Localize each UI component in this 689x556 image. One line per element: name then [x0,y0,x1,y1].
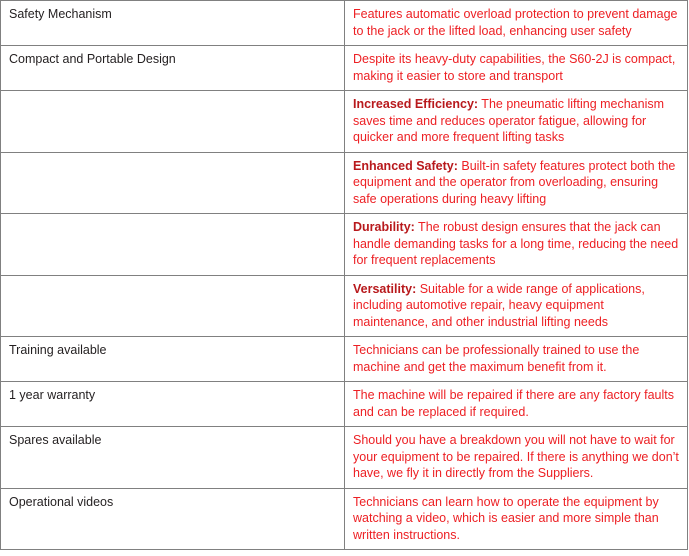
feature-description [345,214,688,276]
table-body [1,1,688,550]
feature-description [345,382,688,427]
table-row [1,214,688,276]
description-text: Should you have a breakdown you will not have to wait for your equipment to be repaired. If there is anything we don’t have, we fly it in directly from the Suppliers. [353,433,679,480]
feature-label [1,275,345,337]
feature-description [345,488,688,550]
feature-description [345,275,688,337]
feature-label [1,91,345,153]
feature-description [345,427,688,489]
description-text: Suitable for a wide range of applications, including automotive repair, heavy equipment maintenance, and other industrial lifting needs [353,281,645,329]
description-text: The pneumatic lifting mechanism saves time and reduces operator fatigue, allowing for quicker and more frequent lifting tasks [353,97,665,144]
table-row [1,382,688,427]
table-row [1,46,688,91]
feature-description [345,91,688,153]
description-lead: Enhanced Safety: [353,158,458,173]
table-row [1,427,688,489]
table-row [1,1,688,46]
feature-label [1,152,345,214]
table-row [1,91,688,153]
description-lead: Durability: [353,220,415,234]
description-lead: Versatility: [353,281,417,296]
description-text: Technicians can be professionally trained to use the machine and get the maximum benefit from it. [353,343,640,374]
feature-label: Spares available [1,427,345,489]
feature-label [1,214,345,276]
description-text: The robust design ensures that the jack can handle demanding tasks for a long time, reducing the need for frequent replacements [353,220,679,267]
feature-description [345,46,688,91]
table-row [1,488,688,550]
description-text: Technicians can learn how to operate the equipment by watching a video, which is easier and more simple than written instructions. [353,494,659,542]
feature-label: Training available [1,337,345,382]
feature-label: Safety Mechanism [1,1,345,46]
feature-description [345,337,688,382]
feature-label: Operational videos [1,488,345,550]
description-text: Built-in safety features protect both the equipment and the operator from overloading, ensuring safe operations during heavy lifting [353,158,676,206]
description-lead: Increased Efficiency: [353,97,479,111]
description-text: The machine will be repaired if there are any factory faults and can be replaced if required. [353,388,674,419]
feature-label: 1 year warranty [1,382,345,427]
feature-description [345,1,688,46]
description-text: Despite its heavy-duty capabilities, the S60-2J is compact, making it easier to store and transport [353,52,676,83]
table-row [1,337,688,382]
table-row [1,275,688,337]
table-row [1,152,688,214]
description-text: Features automatic overload protection to prevent damage to the jack or the lifted load, enhancing user safety [353,7,678,38]
feature-label: Compact and Portable Design [1,46,345,91]
feature-description [345,152,688,214]
